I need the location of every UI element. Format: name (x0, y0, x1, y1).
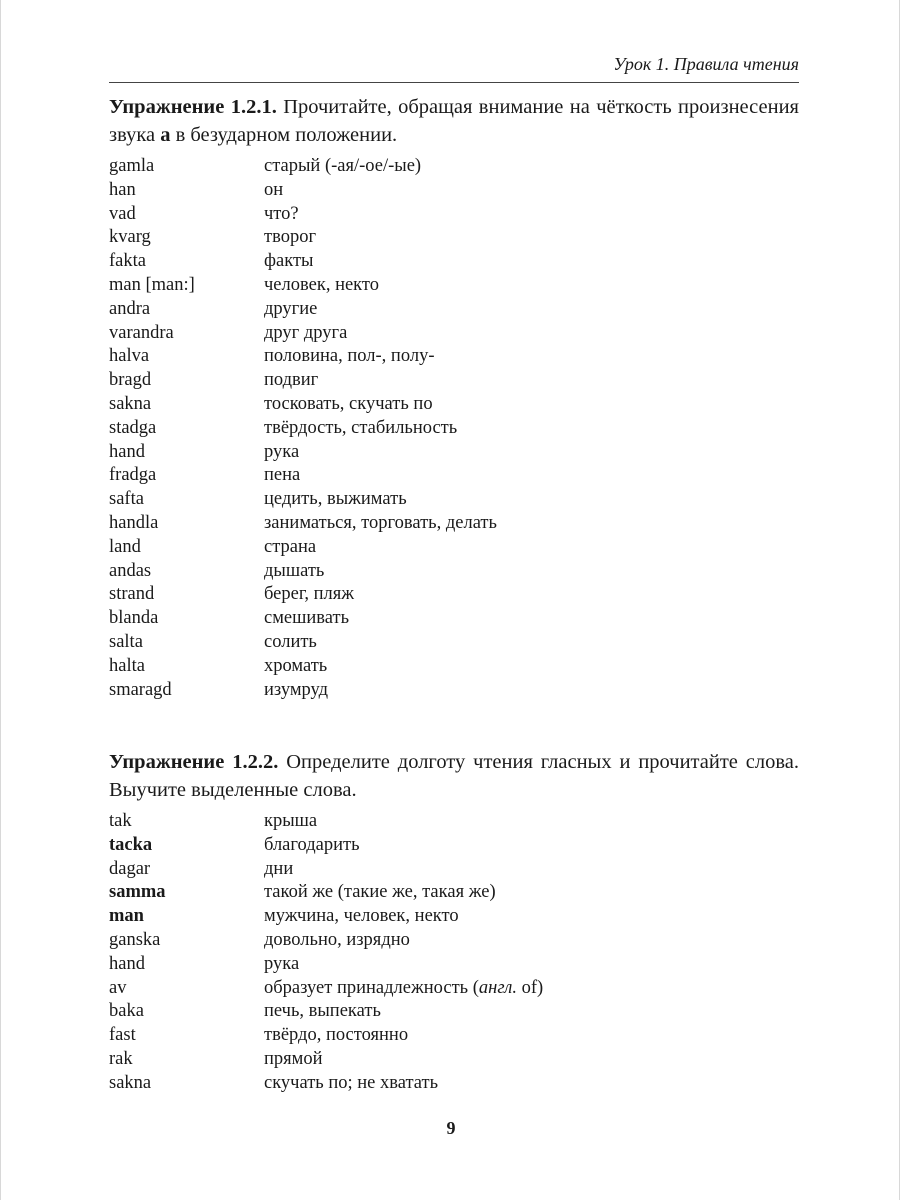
swedish-word: salta (109, 631, 143, 652)
swedish-word: halva (109, 346, 150, 367)
word-row (109, 179, 799, 203)
russian-translation: дышать (264, 560, 325, 581)
word-row (109, 512, 799, 536)
swedish-word: fast (109, 1025, 136, 1046)
swedish-word: safta (109, 489, 144, 510)
russian-translation: старый (-ая/-ое/-ые) (264, 156, 422, 176)
word-row (109, 250, 799, 274)
exercise-1-label: Упражнение 1.2.1. (109, 96, 277, 118)
swedish-word: hand (109, 441, 145, 462)
word-row (109, 583, 799, 607)
word-row (109, 322, 799, 346)
russian-translation: скучать по; не хватать (264, 1072, 439, 1093)
swedish-word: rak (109, 1048, 133, 1069)
swedish-word: vad (109, 203, 136, 224)
translation-part: of) (517, 977, 544, 998)
word-row (109, 977, 799, 1001)
exercise-1-highlight: а (160, 124, 171, 146)
word-row (109, 1048, 799, 1072)
word-row (109, 905, 799, 929)
swedish-word: blanda (109, 608, 159, 629)
russian-translation: печь, выпекать (264, 1001, 381, 1022)
swedish-word: strand (109, 584, 155, 605)
word-row (109, 607, 799, 631)
word-row (109, 834, 799, 858)
exercise-1-word-list (109, 155, 799, 702)
swedish-word: man [man:] (109, 274, 195, 295)
word-row (109, 1072, 799, 1096)
russian-translation: подвиг (264, 370, 319, 391)
russian-translation: заниматься, торговать, делать (264, 512, 497, 533)
swedish-word: hand (109, 953, 145, 974)
exercise-1-heading (109, 93, 799, 149)
word-row (109, 441, 799, 465)
russian-translation: творог (264, 227, 317, 248)
russian-translation: дни (264, 858, 294, 879)
word-row (109, 655, 799, 679)
word-row (109, 536, 799, 560)
word-row (109, 464, 799, 488)
word-row (109, 953, 799, 977)
russian-translation: половина, пол-, полу- (264, 346, 435, 367)
russian-translation: что? (264, 203, 299, 224)
russian-translation: человек, некто (264, 274, 380, 295)
swedish-word: han (109, 179, 136, 200)
word-row (109, 1024, 799, 1048)
swedish-word: varandra (109, 322, 174, 343)
word-row (109, 345, 799, 369)
word-row (109, 488, 799, 512)
swedish-word: tak (109, 811, 132, 831)
swedish-word: stadga (109, 417, 157, 438)
running-header: Урок 1. Правила чтения (109, 54, 799, 83)
russian-translation: твёрдо, постоянно (264, 1025, 409, 1046)
russian-translation: рука (264, 953, 300, 974)
swedish-word: sakna (109, 1072, 152, 1093)
russian-translation: друг друга (264, 322, 348, 343)
russian-translation: хромать (264, 655, 328, 676)
russian-translation: другие (264, 298, 318, 319)
russian-translation: крыша (264, 811, 318, 831)
russian-translation: мужчина, человек, некто (264, 906, 459, 927)
swedish-word: dagar (109, 858, 151, 879)
swedish-word: baka (109, 1001, 144, 1022)
swedish-word-highlighted: samma (109, 882, 166, 903)
swedish-word-highlighted: man (109, 906, 144, 927)
exercise-2-label: Упражнение 1.2.2. (109, 751, 279, 773)
swedish-word: sakna (109, 393, 152, 414)
russian-translation: пена (264, 465, 301, 486)
russian-translation: страна (264, 536, 317, 557)
swedish-word: bragd (109, 370, 152, 391)
russian-translation: довольно, изрядно (264, 929, 410, 950)
swedish-word: gamla (109, 156, 155, 176)
word-row (109, 393, 799, 417)
russian-translation: берег, пляж (264, 584, 355, 605)
word-row (109, 369, 799, 393)
word-row (109, 417, 799, 441)
swedish-word: fradga (109, 465, 157, 486)
russian-translation: благодарить (264, 834, 360, 855)
word-row (109, 858, 799, 882)
swedish-word: fakta (109, 251, 146, 272)
russian-translation: факты (264, 251, 314, 272)
swedish-word: andra (109, 298, 151, 319)
word-row (109, 155, 799, 179)
swedish-word: land (109, 536, 141, 557)
exercise-1-text-after: в безударном положении. (170, 124, 398, 146)
exercise-2-text: Определите долготу чтения гласных и прочитайте слова. Выучите выделенные слова. (109, 751, 799, 801)
translation-part: образует принадлежность ( (264, 977, 479, 998)
exercise-1-text-before: Прочитайте, обращая внимание на чёткость произнесения звука (109, 96, 799, 146)
swedish-word: andas (109, 560, 152, 581)
russian-translation: твёрдость, стабильность (264, 417, 458, 438)
russian-translation: смешивать (264, 608, 350, 629)
swedish-word: handla (109, 512, 159, 533)
word-row (109, 298, 799, 322)
word-row (109, 274, 799, 298)
exercise-2-heading (109, 748, 799, 804)
page-number: 9 (446, 1118, 456, 1138)
translation-italic-part: англ. (478, 977, 517, 998)
swedish-word: halta (109, 655, 145, 676)
swedish-word-highlighted: tacka (109, 834, 153, 855)
russian-translation: тосковать, скучать по (264, 393, 433, 414)
exercise-2-word-list (109, 810, 799, 1096)
word-row (109, 226, 799, 250)
russian-translation: цедить, выжимать (264, 489, 407, 510)
russian-translation (264, 977, 799, 1001)
russian-translation: прямой (264, 1048, 323, 1069)
word-row (109, 810, 799, 834)
word-row (109, 203, 799, 227)
swedish-word: kvarg (109, 227, 151, 248)
swedish-word: ganska (109, 929, 161, 950)
word-row (109, 881, 799, 905)
word-row (109, 560, 799, 584)
swedish-word: smaragd (109, 679, 172, 700)
word-row (109, 679, 799, 703)
russian-translation: такой же (такие же, такая же) (264, 882, 496, 903)
word-row (109, 929, 799, 953)
russian-translation: он (264, 179, 284, 200)
word-row (109, 1000, 799, 1024)
russian-translation: изумруд (264, 679, 329, 700)
word-row (109, 631, 799, 655)
russian-translation: рука (264, 441, 300, 462)
russian-translation: солить (264, 631, 317, 652)
swedish-word: av (109, 977, 127, 998)
